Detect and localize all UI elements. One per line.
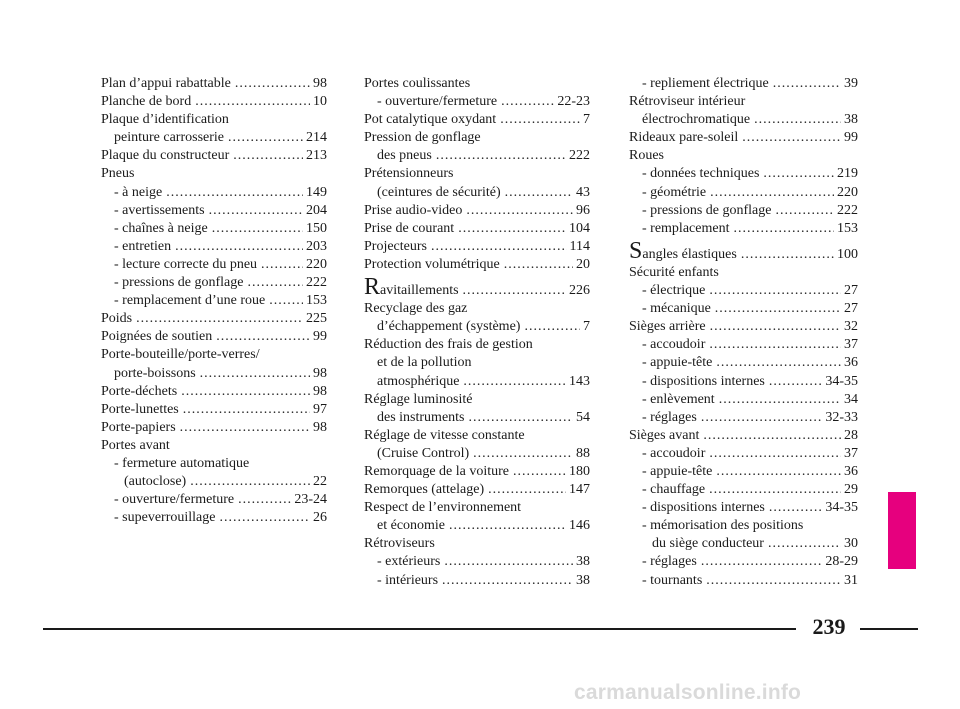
entry-label: - supeverrouillage <box>114 510 216 526</box>
footer-rule-left <box>43 628 796 630</box>
index-entry <box>629 553 858 571</box>
leader-dots <box>769 499 822 517</box>
entry-label: atmosphérique <box>377 373 460 389</box>
index-entry <box>629 427 858 445</box>
leader-dots <box>200 365 310 383</box>
entry-page: 104 <box>569 220 590 236</box>
index-entry <box>364 184 590 202</box>
entry-label: Remorques (attelage) <box>364 482 485 498</box>
index-entry <box>629 147 858 165</box>
index-entry <box>101 93 327 111</box>
index-column-3 <box>629 75 858 590</box>
entry-page: 34-35 <box>825 500 858 516</box>
index-entry <box>629 572 858 590</box>
entry-label: - fermeture automatique <box>114 455 250 471</box>
leader-dots <box>701 409 823 427</box>
leader-dots <box>741 246 834 264</box>
entry-label: - mécanique <box>642 301 711 317</box>
leader-dots <box>209 202 303 220</box>
entry-page: 146 <box>569 518 590 534</box>
leader-dots <box>442 572 573 590</box>
entry-page: 203 <box>306 238 327 254</box>
index-entry <box>364 535 590 553</box>
entry-label: Plaque d’identification <box>101 112 229 128</box>
index-entry <box>101 346 327 364</box>
leader-dots <box>701 553 823 571</box>
index-entry <box>101 437 327 455</box>
index-entry <box>629 409 858 427</box>
entry-label: Pot catalytique oxydant <box>364 112 497 128</box>
leader-dots <box>269 292 303 310</box>
entry-page: 222 <box>306 275 327 291</box>
leader-dots <box>195 93 310 111</box>
entry-label: Porte-lunettes <box>101 401 179 417</box>
entry-page: 26 <box>313 510 327 526</box>
leader-dots <box>716 463 841 481</box>
entry-label: Prétensionneurs <box>364 166 454 182</box>
index-entry <box>364 300 590 318</box>
leader-dots <box>703 427 841 445</box>
entry-label: - accoudoir <box>642 445 706 461</box>
entry-page: 54 <box>576 409 590 425</box>
entry-page: 222 <box>569 148 590 164</box>
leader-dots <box>513 463 566 481</box>
index-entry <box>364 129 590 147</box>
index-entry <box>629 202 858 220</box>
entry-label: Remorquage de la voiture <box>364 463 510 479</box>
index-entry <box>364 409 590 427</box>
entry-page: 10 <box>313 94 327 110</box>
leader-dots <box>444 553 573 571</box>
leader-dots <box>180 419 310 437</box>
leader-dots <box>710 184 834 202</box>
index-entry <box>629 391 858 409</box>
entry-label: - pressions de gonflage <box>114 275 244 291</box>
entry-page: 20 <box>576 256 590 272</box>
leader-dots <box>775 202 834 220</box>
entry-page: 153 <box>837 220 858 236</box>
index-entry <box>629 336 858 354</box>
entry-page: 96 <box>576 202 590 218</box>
entry-page: 27 <box>844 283 858 299</box>
entry-page: 222 <box>837 202 858 218</box>
index-entry <box>629 300 858 318</box>
leader-dots <box>742 129 841 147</box>
entry-label: - dispositions internes <box>642 373 765 389</box>
index-entry <box>629 129 858 147</box>
index-column-1 <box>101 75 327 527</box>
index-entry <box>101 491 327 509</box>
index-entry <box>629 373 858 391</box>
index-entry <box>364 517 590 535</box>
entry-page: 23-24 <box>294 492 327 508</box>
index-entry <box>101 256 327 274</box>
index-entry <box>364 75 590 93</box>
entry-page: 219 <box>837 166 858 182</box>
entry-page: 100 <box>837 246 858 262</box>
leader-dots <box>710 318 841 336</box>
entry-page: 34 <box>844 391 858 407</box>
entry-label: et de la pollution <box>377 355 472 371</box>
leader-dots <box>719 391 841 409</box>
index-entry <box>364 354 590 372</box>
entry-label: Projecteurs <box>364 238 427 254</box>
index-entry <box>364 445 590 463</box>
entry-page: 30 <box>844 536 858 552</box>
entry-label: - appuie-tête <box>642 355 713 371</box>
entry-page: 38 <box>576 572 590 588</box>
index-entry <box>629 535 858 553</box>
entry-label: - accoudoir <box>642 337 706 353</box>
entry-label: Pression de gonflage <box>364 130 481 146</box>
index-entry <box>364 553 590 571</box>
leader-dots <box>228 129 303 147</box>
leader-dots <box>458 220 566 238</box>
leader-dots <box>501 93 554 111</box>
index-entry <box>101 274 327 292</box>
entry-label: - enlèvement <box>642 391 715 407</box>
leader-dots <box>709 481 841 499</box>
index-entry <box>629 499 858 517</box>
leader-dots <box>524 318 580 336</box>
index-entry <box>629 111 858 129</box>
entry-label: Sécurité enfants <box>629 264 719 280</box>
entry-label: des instruments <box>377 409 465 425</box>
index-entry <box>101 383 327 401</box>
entry-page: 98 <box>313 383 327 399</box>
entry-page: 98 <box>313 419 327 435</box>
index-entry <box>101 165 327 183</box>
entry-label: porte-boissons <box>114 365 196 381</box>
index-entry <box>101 455 327 473</box>
entry-label: Réduction des frais de gestion <box>364 337 533 353</box>
entry-label: - lecture correcte du pneu <box>114 256 258 272</box>
entry-page: 37 <box>844 337 858 353</box>
entry-label: Prise de courant <box>364 220 455 236</box>
entry-label: (Cruise Control) <box>377 445 470 461</box>
entry-label: Portes coulissantes <box>364 76 471 91</box>
entry-page: 220 <box>837 184 858 200</box>
entry-label: Protection volumétrique <box>364 256 500 272</box>
entry-page: 31 <box>844 572 858 588</box>
index-entry <box>101 111 327 129</box>
entry-page: 147 <box>569 482 590 498</box>
index-entry <box>364 391 590 409</box>
entry-label: du siège conducteur <box>652 536 764 552</box>
leader-dots <box>431 238 567 256</box>
index-entry <box>101 75 327 93</box>
entry-label: - électrique <box>642 283 706 299</box>
index-entry <box>364 238 590 256</box>
index-entry <box>364 572 590 590</box>
entry-page: 226 <box>569 283 590 299</box>
entry-label: - chaînes à neige <box>114 220 208 236</box>
entry-page: 150 <box>306 220 327 236</box>
entry-page: 88 <box>576 445 590 461</box>
index-entry <box>364 256 590 274</box>
leader-dots <box>733 220 834 238</box>
index-entry <box>364 427 590 445</box>
index-entry <box>364 147 590 165</box>
entry-page: 32 <box>844 319 858 335</box>
entry-page: 149 <box>306 184 327 200</box>
entry-page: 99 <box>844 130 858 146</box>
index-entry <box>629 445 858 463</box>
entry-page: 220 <box>306 256 327 272</box>
entry-label: Sièges avant <box>629 427 700 443</box>
entry-label: - appuie-tête <box>642 463 713 479</box>
entry-page: 99 <box>313 329 327 345</box>
index-entry <box>101 365 327 383</box>
index-entry <box>364 336 590 354</box>
page-number: 239 <box>812 614 846 639</box>
entry-label: - avertissements <box>114 202 205 218</box>
entry-page: 22-23 <box>557 94 590 110</box>
entry-page: 32-33 <box>825 409 858 425</box>
entry-label: - ouverture/fermeture <box>114 492 235 508</box>
entry-label: Prise audio-video <box>364 202 463 218</box>
entry-page: 204 <box>306 202 327 218</box>
leader-dots <box>183 401 310 419</box>
entry-label: Porte-déchets <box>101 383 178 399</box>
index-entry <box>364 202 590 220</box>
entry-label: - réglages <box>642 409 697 425</box>
index-entry <box>629 318 858 336</box>
leader-dots <box>449 517 566 535</box>
entry-label: Recyclage des gaz <box>364 301 468 317</box>
leader-dots <box>715 300 841 318</box>
entry-page: 97 <box>313 401 327 417</box>
entry-label: - remplacement <box>642 220 730 236</box>
entry-label: - pressions de gonflage <box>642 202 772 218</box>
entry-page: 7 <box>583 112 590 128</box>
entry-page: 28-29 <box>825 554 858 570</box>
entry-label: d’échappement (système) <box>377 319 521 335</box>
leader-dots <box>233 147 303 165</box>
entry-label: Portes avant <box>101 437 170 453</box>
entry-page: 7 <box>583 319 590 335</box>
index-entry <box>101 238 327 256</box>
entry-page: 28 <box>844 427 858 443</box>
entry-page: 143 <box>569 373 590 389</box>
entry-label: Rideaux pare-soleil <box>629 130 739 146</box>
leader-dots <box>247 274 303 292</box>
leader-dots <box>190 473 310 491</box>
leader-dots <box>754 111 841 129</box>
leader-dots <box>709 445 841 463</box>
index-entry <box>101 202 327 220</box>
entry-label: Sangles élastiques <box>629 237 737 264</box>
entry-label: Réglage luminosité <box>364 391 473 407</box>
index-entry <box>364 499 590 517</box>
leader-dots <box>238 491 291 509</box>
section-tab <box>888 492 916 569</box>
leader-dots <box>473 445 573 463</box>
entry-label: (autoclose) <box>124 474 187 490</box>
leader-dots <box>469 409 574 427</box>
entry-label: - données techniques <box>642 166 760 182</box>
index-entry <box>101 129 327 147</box>
leader-dots <box>763 165 834 183</box>
index-entry <box>364 111 590 129</box>
leader-dots <box>175 238 303 256</box>
watermark: carmanualsonline.info <box>574 681 802 704</box>
entry-page: 27 <box>844 301 858 317</box>
entry-page: 43 <box>576 184 590 200</box>
index-entry <box>364 274 590 301</box>
index-entry <box>629 517 858 535</box>
index-entry <box>629 165 858 183</box>
leader-dots <box>181 383 310 401</box>
footer-rule-right <box>860 628 918 630</box>
entry-label: Plaque du constructeur <box>101 148 230 164</box>
index-entry <box>629 481 858 499</box>
index-entry <box>364 220 590 238</box>
entry-label: Rétroviseurs <box>364 536 435 552</box>
leader-dots <box>706 572 841 590</box>
leader-dots <box>505 184 573 202</box>
entry-page: 153 <box>306 293 327 309</box>
leader-dots <box>716 354 841 372</box>
entry-label: Plan d’appui rabattable <box>101 76 231 91</box>
index-entry <box>101 292 327 310</box>
leader-dots <box>166 184 303 202</box>
entry-label: (ceintures de sécurité) <box>377 184 501 200</box>
leader-dots <box>709 336 841 354</box>
index-entry <box>629 463 858 481</box>
leader-dots <box>463 373 566 391</box>
index-entry <box>629 93 858 111</box>
leader-dots <box>466 202 573 220</box>
entry-page: 214 <box>306 130 327 146</box>
entry-label: et économie <box>377 518 446 534</box>
index-entry <box>629 264 858 282</box>
leader-dots <box>216 328 310 346</box>
index-entry <box>101 509 327 527</box>
entry-label: Pneus <box>101 166 135 182</box>
index-entry <box>364 93 590 111</box>
entry-label: - remplacement d’une roue <box>114 293 266 309</box>
index-entry <box>101 220 327 238</box>
entry-label: Planche de bord <box>101 94 192 110</box>
entry-label: des pneus <box>377 148 432 164</box>
entry-label: - tournants <box>642 572 703 588</box>
entry-label: Réglage de vitesse constante <box>364 427 525 443</box>
entry-page: 39 <box>844 76 858 91</box>
leader-dots <box>136 310 303 328</box>
entry-label: Roues <box>629 148 664 164</box>
index-entry <box>364 318 590 336</box>
entry-label: électrochromatique <box>642 112 751 128</box>
index-entry <box>629 282 858 300</box>
entry-page: 38 <box>844 112 858 128</box>
index-entry <box>629 220 858 238</box>
index-entry <box>629 184 858 202</box>
entry-label: - géométrie <box>642 184 707 200</box>
index-entry <box>364 165 590 183</box>
index-entry <box>101 184 327 202</box>
index-entry <box>101 401 327 419</box>
entry-label: peinture carrosserie <box>114 130 224 146</box>
entry-page: 34-35 <box>825 373 858 389</box>
index-entry <box>101 147 327 165</box>
entry-page: 36 <box>844 355 858 371</box>
leader-dots <box>436 147 566 165</box>
index-entry <box>364 463 590 481</box>
entry-label: Sièges arrière <box>629 319 706 335</box>
entry-page: 98 <box>313 365 327 381</box>
entry-label: Rétroviseur intérieur <box>629 94 746 110</box>
leader-dots <box>773 75 841 93</box>
entry-label: Porte-bouteille/porte-verres/ <box>101 347 260 363</box>
entry-label: - mémorisation des positions <box>642 518 804 534</box>
index-entry <box>364 481 590 499</box>
entry-label: Respect de l’environnement <box>364 500 522 516</box>
entry-label: - extérieurs <box>377 554 441 570</box>
entry-page: 225 <box>306 311 327 327</box>
entry-label: Ravitaillements <box>364 274 459 301</box>
leader-dots <box>709 282 841 300</box>
leader-dots <box>212 220 303 238</box>
leader-dots <box>500 111 580 129</box>
entry-page: 180 <box>569 463 590 479</box>
entry-label: - chauffage <box>642 482 706 498</box>
index-column-2 <box>364 75 590 590</box>
entry-label: - dispositions internes <box>642 500 765 516</box>
index-entry <box>629 237 858 264</box>
entry-page: 37 <box>844 445 858 461</box>
entry-label: Porte-papiers <box>101 419 176 435</box>
entry-page: 38 <box>576 554 590 570</box>
entry-label: - ouverture/fermeture <box>377 94 498 110</box>
entry-page: 98 <box>313 76 327 91</box>
leader-dots <box>768 535 841 553</box>
entry-label: Poids <box>101 311 133 327</box>
index-entry <box>629 75 858 93</box>
entry-label: - à neige <box>114 184 163 200</box>
index-entry <box>629 354 858 372</box>
leader-dots <box>769 373 822 391</box>
index-entry <box>101 328 327 346</box>
index-entry <box>101 419 327 437</box>
entry-label: - réglages <box>642 554 697 570</box>
entry-page: 22 <box>313 474 327 490</box>
index-entry <box>101 473 327 491</box>
index-entry <box>364 373 590 391</box>
leader-dots <box>463 282 566 300</box>
entry-page: 114 <box>569 238 590 254</box>
entry-label: - repliement électrique <box>642 76 769 91</box>
index-entry <box>101 310 327 328</box>
leader-dots <box>504 256 573 274</box>
entry-label: - intérieurs <box>377 572 439 588</box>
entry-label: Poignées de soutien <box>101 329 213 345</box>
leader-dots <box>219 509 310 527</box>
leader-dots <box>488 481 566 499</box>
leader-dots <box>235 75 310 93</box>
entry-page: 213 <box>306 148 327 164</box>
entry-page: 29 <box>844 482 858 498</box>
entry-page: 36 <box>844 463 858 479</box>
leader-dots <box>261 256 303 274</box>
entry-label: - entretien <box>114 238 172 254</box>
